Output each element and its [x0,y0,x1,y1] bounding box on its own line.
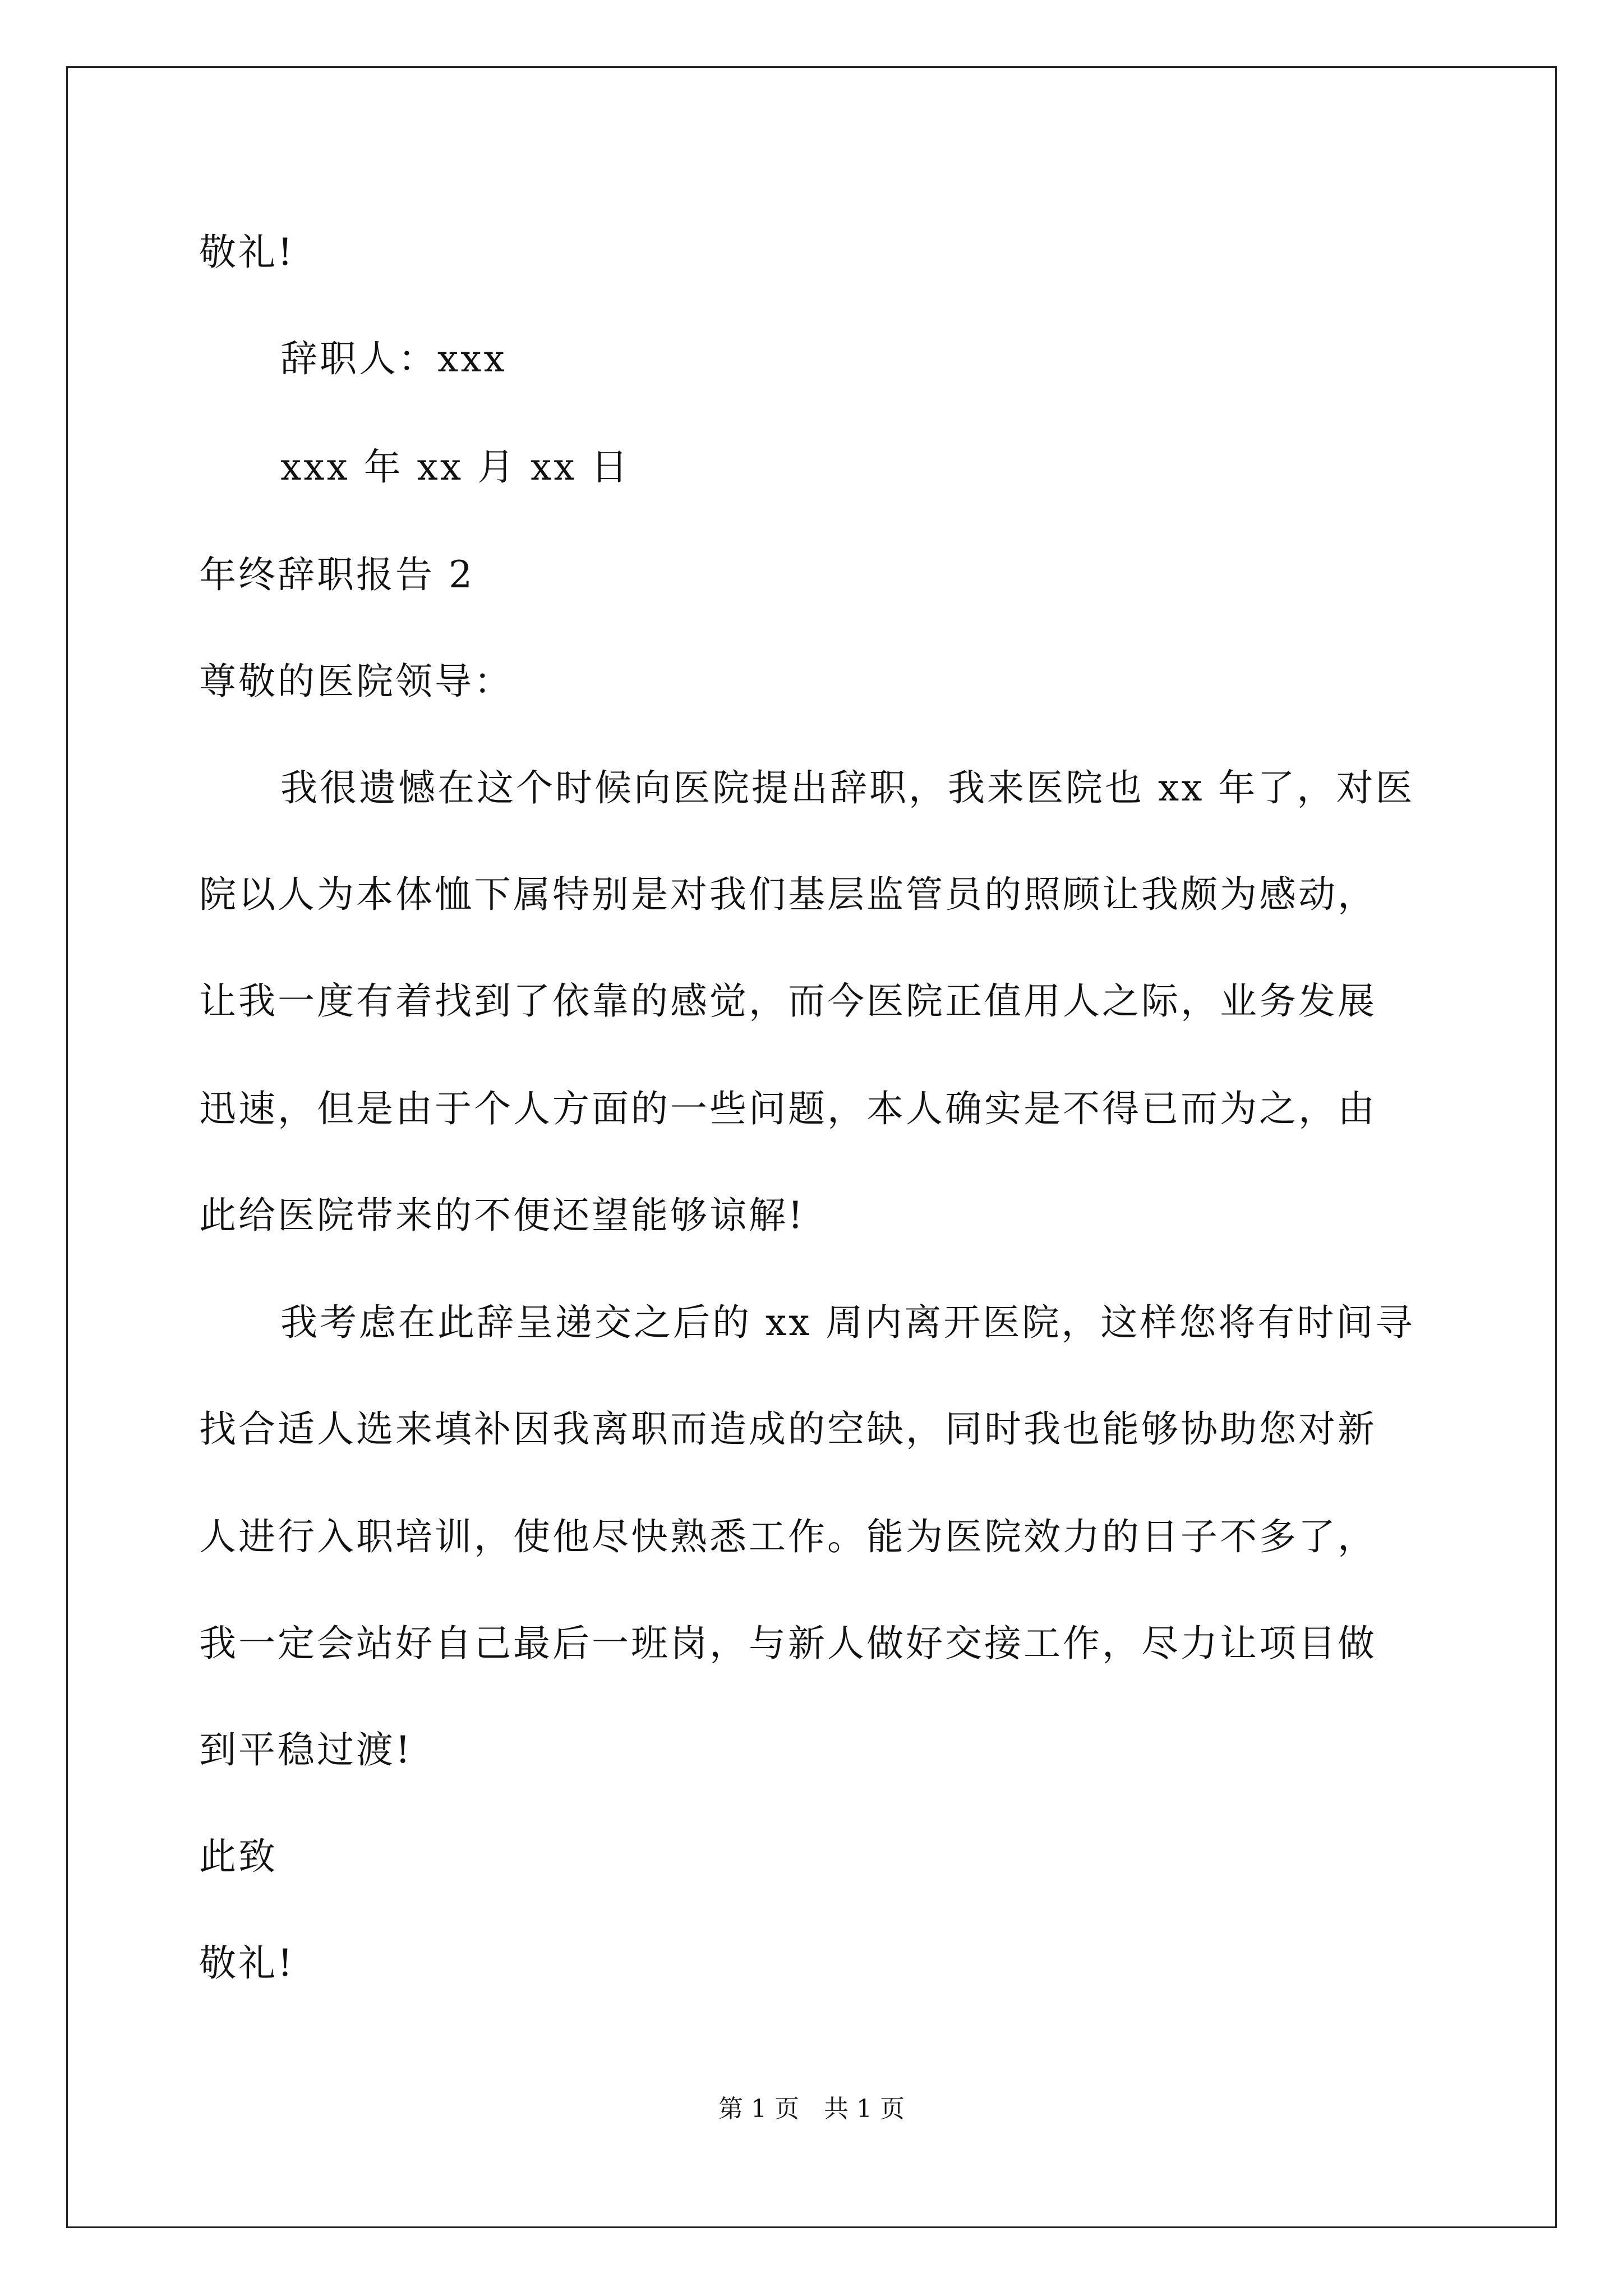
closing-ci-zhi: 此致 [199,1835,278,1878]
page-number: 第 1 页 [718,2095,799,2123]
date-line: xxx 年 xx 月 xx 日 [280,445,630,489]
paragraph-1-line-1: 我很遗憾在这个时候向医院提出辞职，我来医院也 xx 年了，对医 [280,766,1415,809]
section-title: 年终辞职报告 2 [199,553,474,596]
closing-salute-bottom: 敬礼! [199,1941,295,1985]
paragraph-1-line-3: 让我一度有着找到了依靠的感觉，而今医院正值用人之际，业务发展 [199,979,1377,1023]
paragraph-1-line-4: 迅速，但是由于个人方面的一些问题，本人确实是不得已而为之，由 [199,1087,1377,1130]
paragraph-1-line-5: 此给医院带来的不便还望能够谅解! [199,1194,805,1237]
paragraph-2-line-5: 到平稳过渡! [199,1728,413,1772]
paragraph-2-line-1: 我考虑在此辞呈递交之后的 xx 周内离开医院，这样您将有时间寻 [280,1301,1415,1344]
closing-salute-top: 敬礼! [199,231,295,274]
paragraph-2-line-3: 人进行入职培训，使他尽快熟悉工作。能为医院效力的日子不多了， [199,1515,1377,1558]
paragraph-2-line-4: 我一定会站好自己最后一班岗，与新人做好交接工作，尽力让项目做 [199,1622,1377,1665]
salutation: 尊敬的医院领导： [199,660,513,703]
signer-line: 辞职人：xxx [280,337,507,380]
paragraph-2-line-2: 找合适人选来填补因我离职而造成的空缺，同时我也能够协助您对新 [199,1407,1377,1451]
page-total: 共 1 页 [824,2095,905,2123]
page-border [66,66,1557,2228]
page-footer [0,2093,1623,2125]
paragraph-1-line-2: 院以人为本体恤下属特别是对我们基层监管员的照顾让我颇为感动， [199,873,1377,916]
